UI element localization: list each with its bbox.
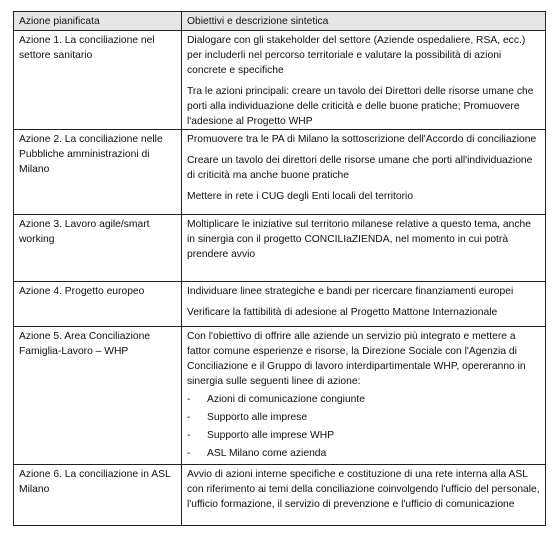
action-cell: Azione 3. Lavoro agile/smart working [14, 215, 182, 282]
action-cell: Azione 1. La conciliazione nel settore sanitario [14, 31, 182, 130]
header-azione-pianificata: Azione pianificata [14, 12, 182, 31]
description-cell [182, 215, 546, 282]
list-item [187, 446, 540, 461]
list-item [187, 392, 540, 407]
action-cell: Azione 4. Progetto europeo [14, 282, 182, 327]
description-paragraph: Mettere in rete i CUG degli Enti locali del territorio [187, 191, 414, 202]
list-item-text: Azioni di comunicazione congiunte [207, 394, 365, 405]
description-cell [182, 282, 546, 327]
header-obiettivi: Obiettivi e descrizione sintetica [182, 12, 546, 31]
description-cell [182, 327, 546, 465]
description-paragraph: Promuovere tra le PA di Milano la sottoscrizione dell'Accordo di conciliazione [187, 134, 537, 145]
dash-marker: - [187, 448, 191, 459]
description-paragraph: Individuare linee strategiche e bandi per ricercare finanziamenti europei [187, 286, 514, 297]
dash-marker: - [187, 394, 191, 405]
action-plan-table [13, 11, 546, 526]
description-paragraph: Con l'obiettivo di offrire alle aziende un servizio più integrato e mettere a fattor comune esperienze e risorse, la Direzione Sociale con l'Agenzia di Conciliazione e il Gruppo di lavoro interdipartimentale WHP, opereranno in sinergia sulle seguenti linee di azione: [187, 331, 526, 387]
table-row [14, 327, 546, 465]
description-paragraph: Creare un tavolo dei direttori delle risorse umane che porti all'individuazione di criticità ma anche buone pratiche [187, 155, 533, 181]
list-item-text: Supporto alle imprese WHP [207, 430, 335, 441]
description-paragraph: Dialogare con gli stakeholder del settore (Aziende ospedaliere, RSA, ecc.) per includerli nel percorso territoriale e valutare la possibilità di azioni concrete e specifiche [187, 35, 526, 76]
dash-marker: - [187, 430, 191, 441]
table-row [14, 215, 546, 282]
list-item-text: Supporto alle imprese [207, 412, 308, 423]
description-paragraph: Avvio di azioni interne specifiche e costituzione di una rete interna alla ASL con riferimento ai temi della conciliazione coinvolgendo l'ufficio del personale, l'ufficio formazione, il servizio di prevenzione e l'ufficio di comunicazione [187, 469, 540, 510]
list-item-text: ASL Milano come azienda [207, 448, 327, 459]
description-cell [182, 31, 546, 130]
table-row [14, 31, 546, 130]
description-cell [182, 465, 546, 526]
action-cell: Azione 6. La conciliazione in ASL Milano [14, 465, 182, 526]
list-item [187, 428, 540, 443]
bullet-list [187, 392, 540, 461]
description-paragraph: Moltiplicare le iniziative sul territorio milanese relative a questo tema, anche in sinergia con il progetto CONCILIaZIENDA, nel momento in cui potrà prendere avvio [187, 219, 531, 260]
description-cell [182, 130, 546, 215]
table-header-row [14, 12, 546, 31]
dash-marker: - [187, 412, 191, 423]
description-paragraph: Verificare la fattibilità di adesione al Progetto Mattone Internazionale [187, 307, 498, 318]
table-row [14, 465, 546, 526]
action-cell: Azione 5. Area Conciliazione Famiglia-Lavoro – WHP [14, 327, 182, 465]
action-cell: Azione 2. La conciliazione nelle Pubbliche amministrazioni di Milano [14, 130, 182, 215]
table-row [14, 282, 546, 327]
list-item [187, 410, 540, 425]
description-paragraph: Tra le azioni principali: creare un tavolo dei Direttori delle risorse umane che porti alla individuazione delle criticità e delle buone pratiche; Promuovere l'adesione al Progetto WHP [187, 86, 534, 127]
table-row [14, 130, 546, 215]
